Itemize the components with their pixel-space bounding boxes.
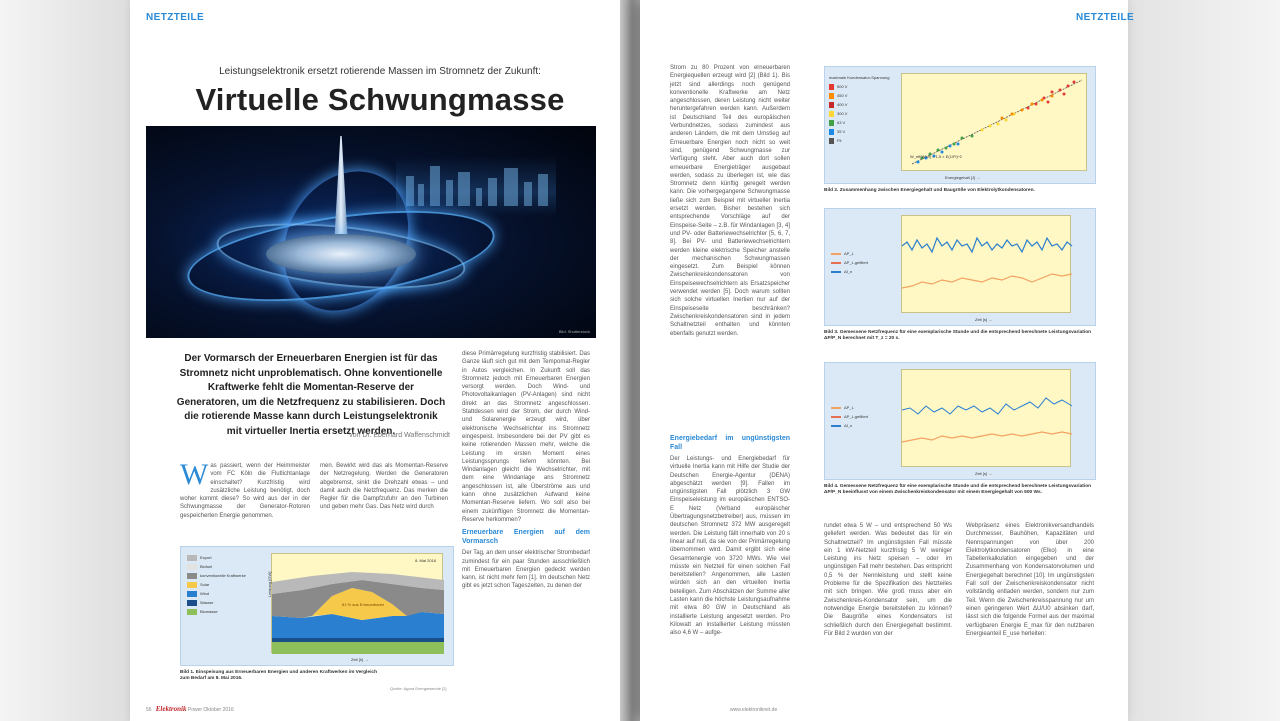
area-biomass xyxy=(272,642,444,654)
right-page xyxy=(640,0,1135,721)
footer-left xyxy=(146,705,234,713)
figure-2-legend: maximale Kondensator-Spannung 500 V 450 V 400 V 300 V 63 V 35 V Fit xyxy=(829,75,890,143)
figure-3-plot xyxy=(901,215,1071,313)
dropcap-letter: W xyxy=(180,458,209,491)
magazine-name: Elektronik xyxy=(155,705,187,713)
body-column-1 xyxy=(180,458,310,542)
series-frequency xyxy=(902,398,1072,414)
body-column-2: men. Bewirkt wird das als Momentan-Reserve der Netzregelung. Werden die Generatoren abgebremst, sinkt die Drehzahl etwas – und damit auch die Netzfrequenz. Das merken die Regler für die Dampfzufuhr an den Turbinen und geben mehr Gas. Das Netz wird durch xyxy=(320,463,448,511)
background-right xyxy=(1120,0,1280,721)
figure-4-plot xyxy=(901,369,1071,467)
series-power xyxy=(902,274,1072,288)
figure-4-legend: ΔP_L ΔP_L,gefiltert Δf_n xyxy=(831,403,868,430)
figure-3 xyxy=(824,208,1096,326)
figure-2 xyxy=(824,66,1096,184)
figure-2-formula: W_eff(Wh/l) = 1,5 × E(1/Fl)^2 xyxy=(910,154,962,159)
background-left xyxy=(0,0,130,721)
body-column-4b xyxy=(670,430,790,706)
subheading: Erneuerbare Energien auf dem Vormarsch xyxy=(462,529,590,546)
body-text: as passiert, wenn der Heimmeister vom FC Köln die Flutlichtanlage einschaltet? Kurzfristig wird zusätzliche Leistung benötigt, doch woher kommt diese? So wird aus der in der Schwungmasse der Generator-Rotoren gespeicherten Energie genommen. xyxy=(180,463,310,519)
scatter-points-blue xyxy=(917,143,960,164)
body-text: Der Tag, an dem unser elektrischer Strombedarf zumindest für ein paar Stunden ausschließlich mit Erneuerbaren Energien gedeckt werden kann, ist nicht mehr fern [1]. Im deutschen Netz gibt es jetzt schon Tageszeiten, zu denen der xyxy=(462,550,590,590)
series-power xyxy=(902,432,1072,442)
figure-4-line-chart xyxy=(902,370,1072,468)
figure-4-caption: Bild 4. Gemessene Netzfrequenz für eine exemplarische Stunde und die entsprechend berechnete Leistungsvariation ΔP/P_N beeinflusst von einem Zwischenkreiskondensator mit einem Energiegehalt von 500 Ws. xyxy=(824,484,1092,495)
section-label-left: NETZTEILE xyxy=(146,12,205,23)
footer-center-right: www.elektroniknet.de xyxy=(730,707,778,713)
left-page xyxy=(130,0,628,721)
figure-2-plot xyxy=(901,73,1087,171)
body-column-3 xyxy=(462,350,590,720)
figure-1-date: 8. Mai 2016 xyxy=(415,558,436,563)
figure-1 xyxy=(180,546,454,666)
figure-1-source: Quelle: Agora Energiewende [2] xyxy=(390,686,447,691)
figure-3-line-chart xyxy=(902,216,1072,314)
figure-4-xlabel: Zeit [s] → xyxy=(975,471,993,476)
section-label-right: NETZTEILE xyxy=(1076,12,1135,23)
figure-1-plot xyxy=(271,553,443,653)
hero-image xyxy=(146,126,596,338)
series-frequency xyxy=(902,238,1072,252)
figure-4 xyxy=(824,362,1096,480)
body-column-4: Strom zu 80 Prozent von erneuerbaren Energiequellen erzeugt wird [2] (Bild 1). Bis jetzt sind allerdings noch genügend konventionelle Kraftwerke am Netz angeschlossen, deren Leistung nicht weiter heruntergefahren werden kann. Außerdem ist Deutschland Teil des europäischen Verbundnetzes, sodass zumindest aus anderen Ländern, die mit dem Umstieg auf Erneuerbare Energien noch nicht so weit sind, genügend Schwungmasse zur Verfügung steht. Aber auch dort sollen erneuerbare Energieträger ausgebaut werden, sodass zu überlegen ist, wie das Stromnetz denn künftig geregelt werden kann. Die vorhergegangene Schwungmasse ließe sich zum Beispiel mit virtueller Inertia ersetzt werden. Bisher bestehen sich entsprechende Vorschläge auf der Einspeise-Seite – z.B. für Windanlagen [3, 4] und PV- oder Batteriewechselrichter [5, 6, 7, 8]. Bei PV- und Batteriewechselrichtern werden kleine elektrische Speicher anstelle der mechanischen Schwungmassen eingesetzt. Zum Beispiel können Zwischenkreiskondensatoren von Einspeisewechselrichtern als Ersatzspeicher verwendet werden [5]. Doch warum sollten sich solche virtuellen Inertien nur auf der Einspeiseseite beschränken? Zwischenkreiskondensatoren sind in jedem Schaltnetzteil enthalten und könnten ebenfalls genutzt werden. xyxy=(670,65,790,337)
body-text: diese Primärregelung kurzfristig stabilisiert. Das Ganze läuft sich gut mit dem Tempomat-Regler in Autos vergleichen. In Zukunft soll das Stromnetz jedoch mit Erneuerbaren Energien versorgt werden. Doch Wind- und Photovoltaikanlagen (PV-Anlagen) sind nicht direkt an das Stromnetz angeschlossen. Stattdessen wird der Strom, der durch Wind- und Solarenergie erzeugt wird, über elektronische Wechselrichter ins Stromnetz eingespeist. Insbesondere bei der PV gibt es keine rotierenden Massen mehr, welche die Leistung im ersten Moment eines Leistungssprungs liefern könnten. Bei Windanlagen gleicht die Wechselrichter, mit dem eine Windanlage ans Stromnetz angeschlossen ist, alle Überströme aus und kann ohne zusätzlichen Aufwand keine Momentan-Reserve liefern. Wo soll also bei einem zukünftigen Stromnetz die Momentan-Reserve herkommen? xyxy=(462,351,590,523)
article-byline: Von Dr. Eberhard Waffenschmidt xyxy=(348,432,450,439)
image-credit: Bild: Shutterstock xyxy=(558,329,590,334)
article-kicker: Leistungselektronik ersetzt rotierende Massen im Stromnetz der Zukunft: xyxy=(219,66,541,77)
article-title: Virtuelle Schwungmasse xyxy=(195,82,565,117)
figure-3-xlabel: Zeit [s] → xyxy=(975,317,993,322)
figure-2-caption: Bild 2. Zusammenhang zwischen Energiegehalt und Baugröße von Elektrolytkondensatoren. xyxy=(824,188,1035,193)
figure-1-caption: Bild 1. Einspeisung aus Erneuerbaren Energien und anderen Kraftwerken im Vergleich zum Bedarf am 8. Mai 2016. xyxy=(180,670,377,681)
area-water xyxy=(272,638,444,642)
body-column-5: rundet etwa 5 W – und entsprechend 50 Ws geliefert werden. Was bedeutet das für ein Schaltnetzteil? Im ungünstigsten Fall müsste ein 1 kW-Netzteil kurzfristig 5 W weniger Leistung ins Netz speisen – oder im ungünstigen Fall mehr bestehen. Das entspricht 0,5 % der Nennleistung und stellt keine Probleme für die Spezifikation des Netzteiles mit sich bringen. Wie groß muss aber ein Zwischenkreis-Kondensator sein, um die notwendige Energie bereitstellen zu können? Die Baugröße eines Kondensators ist schließlich durch den Energiegehalt bestimmt. Für Bild 2 wurden von der xyxy=(824,523,952,637)
body-text: Der Leistungs- und Energiebedarf für virtuelle Inertia kann mit Hilfe der Studie der Deutschen Energie-Agentur (DENA) abgeschätzt werden [9]. Fallen im ungünstigsten Fall plötzlich 3 GW Einspeiseleistung im europäischen ENTSO-E Netz (Verband europäischer Übertragungsnetzbetreiber) aus, müssen im deutschen Stromnetz 372 MW ausgeregelt werden. Die Leistung fällt innerhalb von 20 s linear auf null, da sie von der Primärregelung übernommen wird. Damit ergibt sich eine Gesamtenergie von 3720 MWs. Wie viel müsste ein Netzteil für einen solchen Fall bereitstellen? Angenommen, alle Lasten würden sich an den virtuellen Inertia beteiligen. Zum Abschätzen der Summe aller Lasten kann die höchste Leistungsaufnahme mit etwa 80 GW in Deutschland als installierte Leistung angesetzt werden. Pro Kilowatt an installierter Leistung müssten also 4,6 W – aufge- xyxy=(670,456,790,637)
figure-1-xlabel: Zeit [h] → xyxy=(351,657,369,662)
body-column-6: Webpräsenz eines Elektronikversandhandels Durchmesser, Bauhöhen, Kapazitäten und Nennspannungen von über 200 Elektrolytkondensatoren (Elko) in eine Tabellenkalkulation eingegeben und der Zusammenhang von Kondensatorvolumen und Energiegehalt berechnet [10]. Im ungünstigsten Fall soll der Zwischenkreiskondensator nicht vollständig entladen werden, sondern nur zum Teil. Wenn die Zwischenkreisspannung nur um einen geringeren Wert ΔU/U0 absinken darf, lässt sich die folgende Formel aus der maximal verfügbaren Energie E_max für den nutzbaren Energieanteil E_use herleiten: xyxy=(966,523,1094,637)
page-number: 56 xyxy=(146,707,152,713)
figure-3-caption: Bild 3. Gemessene Netzfrequenz für eine exemplarische Stunde und die entsprechend berechnete Leistungsvariation ΔP/P_N berechnet mit T_z = 20 s. xyxy=(824,330,1092,341)
subheading: Energiebedarf im ungünstigsten Fall xyxy=(670,435,790,451)
figure-3-legend: ΔP_L ΔP_L,gefiltert Δf_n xyxy=(831,249,868,276)
figure-1-annotation: 81 % aus Erneuerbaren xyxy=(342,602,385,607)
figure-2-xlabel: Energiegehalt [J] → xyxy=(945,175,981,180)
city-skyline-graphic xyxy=(396,156,556,216)
article-lead: Der Vormarsch der Erneuerbaren Energien ist für das Stromnetz nicht unproblematisch. Ohne konventionelle Kraftwerke fehlt die Momentan-Reserve der Generatoren, um die Netzfrequenz zu stabilisieren. Doch die rotierende Masse kann durch Leistungselektronik mit virtueller Inertia ersetzt werden. xyxy=(176,353,446,437)
figure-1-legend: Export Biofuel konventionelle Kraftwerke Solar Wind Wasser Biomasse xyxy=(187,553,246,616)
issue-label: Power Oktober 2016 xyxy=(187,707,234,713)
figure-1-ylabel: Leistung [GW] xyxy=(267,571,272,597)
spinning-top-disc xyxy=(266,234,416,274)
